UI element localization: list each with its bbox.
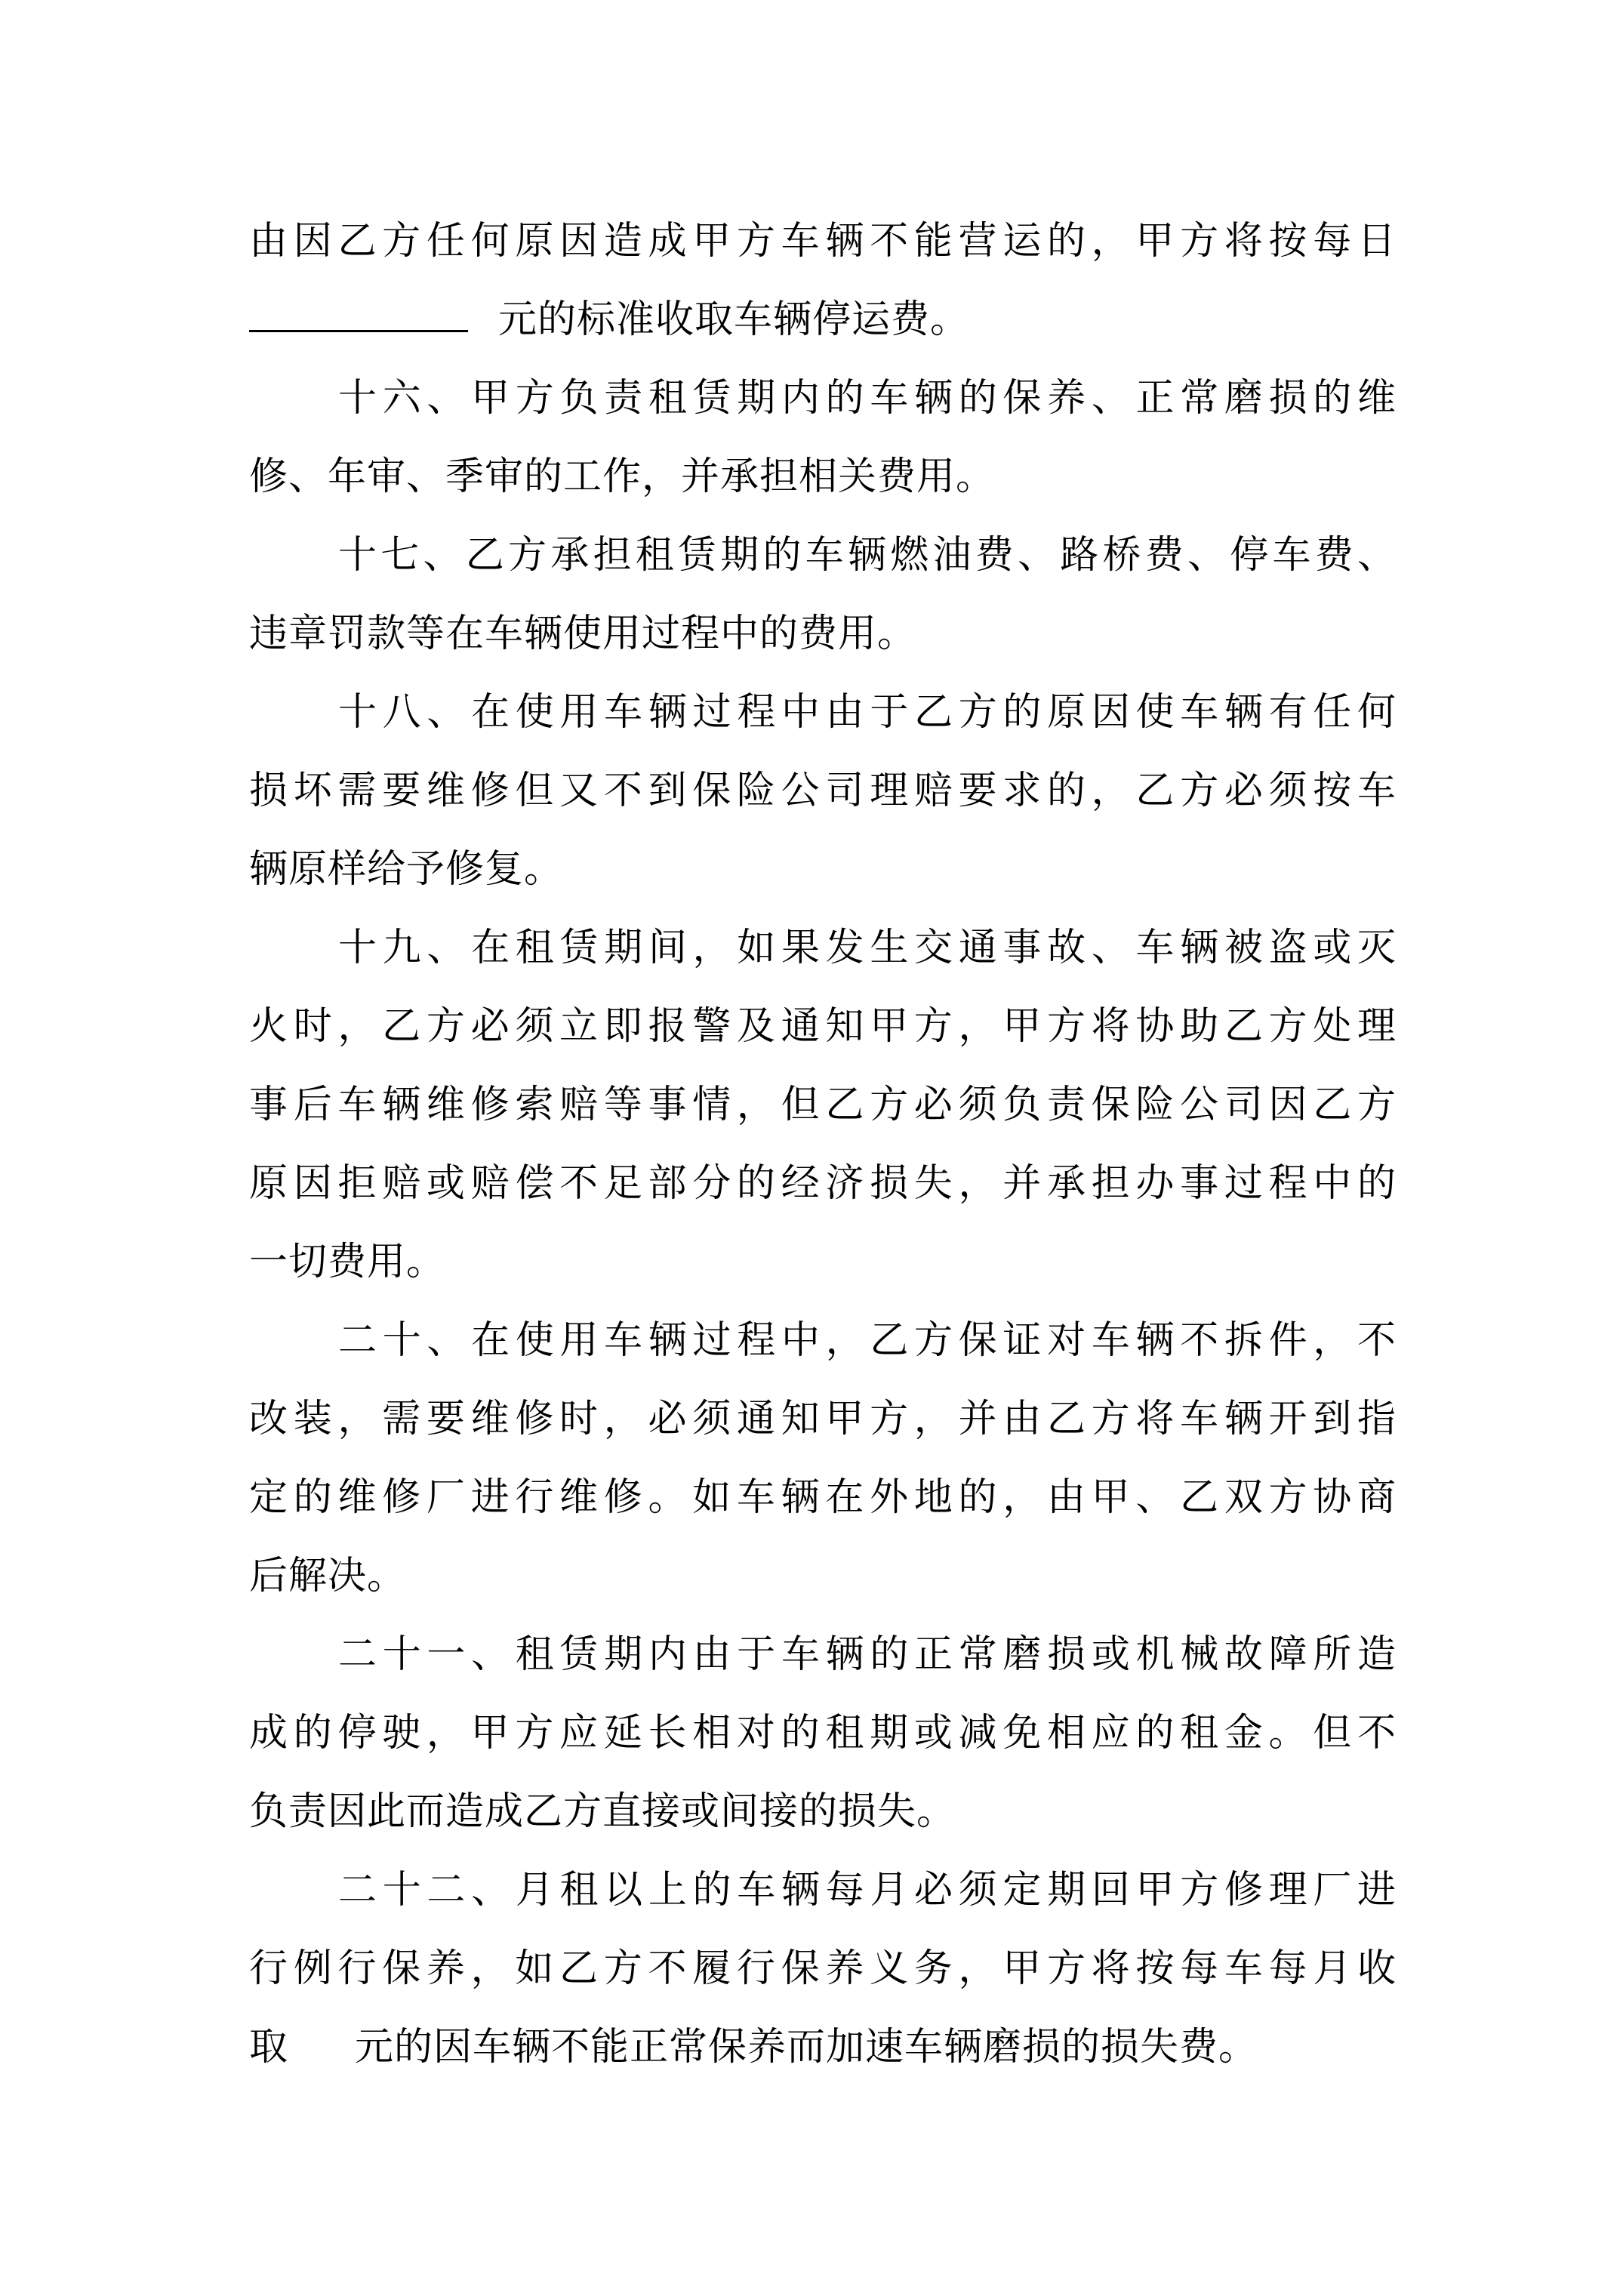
text-line: 辆原样给予修复。 (249, 847, 564, 892)
text-line-with-blank (249, 281, 1397, 359)
text-fragment: 元的因车辆不能正常保养而加速车辆磨损的损失费。 (355, 2025, 1258, 2069)
text-line: 行例行保养，如乙方不履行保养义务，甲方将按每车每月收 (249, 1946, 1397, 1991)
text-line: 违章罚款等在车辆使用过程中的费用。 (249, 612, 917, 656)
text-line: 原因拒赔或赔偿不足部分的经济损失，并承担办事过程中的 (249, 1161, 1397, 1206)
text-line: 火时，乙方必须立即报警及通知甲方，甲方将协助乙方处理 (249, 1004, 1397, 1049)
text-line: 十七、乙方承担租赁期的车辆燃油费、路桥费、停车费、 (338, 533, 1397, 578)
fill-in-blank[interactable] (249, 283, 468, 332)
text-line: 成的停驶，甲方应延长相对的租期或减免相应的租金。但不 (249, 1711, 1397, 1755)
text-line: 二十一、租赁期内由于车辆的正常磨损或机械故障所造 (338, 1632, 1397, 1677)
text-fragment: 元的标准收取车辆停运费。 (498, 297, 970, 342)
text-line: 定的维修厂进行维修。如车辆在外地的，由甲、乙双方协商 (249, 1475, 1397, 1520)
text-line: 由因乙方任何原因造成甲方车辆不能营运的，甲方将按每日 (249, 219, 1397, 264)
text-line: 一切费用。 (249, 1240, 446, 1284)
text-line: 修、年审、季审的工作，并承担相关费用。 (249, 455, 996, 499)
text-line: 十九、在租赁期间，如果发生交通事故、车辆被盗或灭 (338, 926, 1397, 970)
text-fragment: 取 (249, 2025, 289, 2069)
text-line: 损坏需要维修但又不到保险公司理赔要求的，乙方必须按车 (249, 769, 1397, 813)
text-line: 二十、在使用车辆过程中，乙方保证对车辆不拆件，不 (338, 1318, 1397, 1363)
text-line: 二十二、月租以上的车辆每月必须定期回甲方修理厂进 (338, 1868, 1397, 1912)
text-line: 十六、甲方负责租赁期内的车辆的保养、正常磨损的维 (338, 376, 1397, 421)
text-line: 十八、在使用车辆过程中由于乙方的原因使车辆有任何 (338, 690, 1397, 735)
text-line: 负责因此而造成乙方直接或间接的损失。 (249, 1789, 956, 1834)
text-line-with-blank (249, 2008, 1397, 2087)
text-line: 事后车辆维修索赔等事情，但乙方必须负责保险公司因乙方 (249, 1083, 1397, 1127)
text-line: 改装，需要维修时，必须通知甲方，并由乙方将车辆开到指 (249, 1397, 1397, 1441)
text-line: 后解决。 (249, 1554, 407, 1598)
